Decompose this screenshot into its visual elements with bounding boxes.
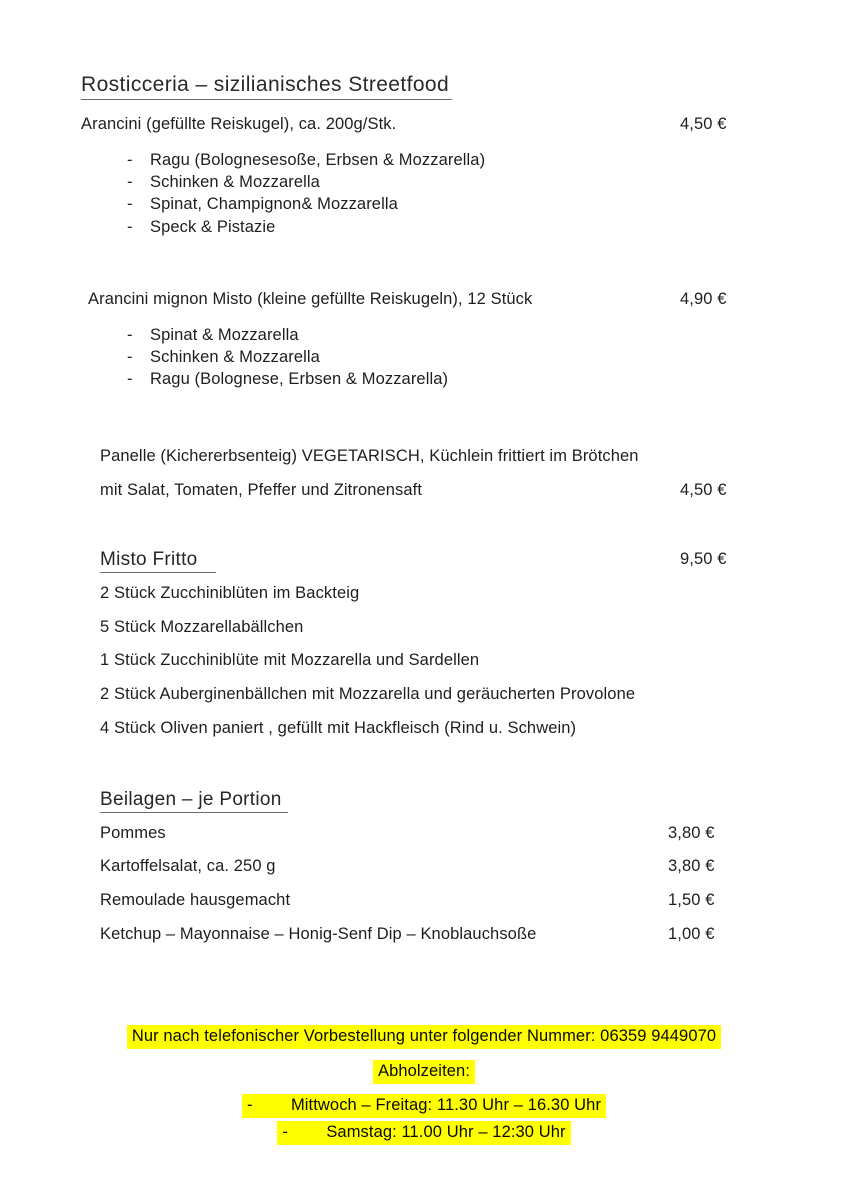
variant-label: Ragu (Bolognese, Erbsen & Mozzarella) <box>150 370 449 389</box>
dash-bullet: - <box>127 195 133 214</box>
dash-bullet: - <box>127 151 133 169</box>
component-list <box>100 584 848 738</box>
variant-item <box>127 193 848 215</box>
item-name: Arancini mignon Misto (kleine gefüllte Reiskugeln), 12 Stück <box>88 289 533 308</box>
pickup-heading-line <box>0 1060 848 1084</box>
item-price: 1,50 € <box>668 890 715 909</box>
pickup-time-line <box>0 1094 848 1118</box>
section-beilagen <box>100 790 848 944</box>
variant-label: Schinken & Mozzarella <box>150 348 320 367</box>
pickup-time <box>277 1121 570 1145</box>
dash-bullet: - <box>282 1122 288 1141</box>
variant-label: Spinat, Champignon& Mozzarella <box>150 195 398 214</box>
component-item: 2 Stück Zucchiniblüten im Backteig <box>100 584 360 603</box>
variant-label: Ragu (Bolognesesoße, Erbsen & Mozzarella) <box>150 151 486 169</box>
footer-notice <box>0 1025 848 1145</box>
variant-item <box>127 324 848 346</box>
pickup-time-text: Samstag: 11.00 Uhr – 12:30 Uhr <box>326 1122 566 1141</box>
component-item: 5 Stück Mozzarellabällchen <box>100 617 304 636</box>
component-item: 2 Stück Auberginenbällchen mit Mozzarella und geräucherten Provolone <box>100 685 636 704</box>
menu-item-row <box>88 290 848 309</box>
section-heading <box>100 550 848 569</box>
item-name: Kartoffelsalat, ca. 250 g <box>100 857 276 876</box>
item-price: 3,80 € <box>668 857 715 876</box>
variant-label: Speck & Pistazie <box>150 217 276 236</box>
item-price: 9,50 € <box>680 550 727 569</box>
menu-item-row <box>100 824 848 843</box>
menu-item-row <box>100 925 848 944</box>
order-note: Nur nach telefonischer Vorbestellung unter folgender Nummer: 06359 9449070 <box>127 1025 721 1049</box>
item-name: Pommes <box>100 823 166 842</box>
variant-item <box>127 171 848 193</box>
section-misto-fritto <box>100 550 848 737</box>
dash-bullet: - <box>246 1095 253 1114</box>
item-name: Remoulade hausgemacht <box>100 890 291 909</box>
section-heading-text: Beilagen – je Portion <box>100 789 288 813</box>
item-price: 3,80 € <box>668 823 715 842</box>
menu-item-row <box>100 857 848 876</box>
pickup-time-line <box>0 1121 848 1145</box>
item-price: 4,50 € <box>680 481 727 500</box>
item-price: 4,50 € <box>680 115 727 133</box>
component-item: 1 Stück Zucchiniblüte mit Mozzarella und Sardellen <box>100 651 480 670</box>
variant-item <box>127 368 848 390</box>
dash-bullet: - <box>127 325 133 344</box>
menu-item-row <box>81 115 848 134</box>
dash-bullet: - <box>127 348 133 367</box>
section-heading <box>100 790 848 809</box>
variant-item <box>127 346 848 368</box>
page-title-text: Rosticceria – sizilianisches Streetfood <box>81 73 452 100</box>
item-name-line2: mit Salat, Tomaten, Pfeffer und Zitronensaft <box>100 481 423 500</box>
menu-item-row <box>100 481 848 500</box>
dash-bullet: - <box>127 217 133 236</box>
variant-item <box>127 216 848 238</box>
component-item: 4 Stück Oliven paniert , gefüllt mit Hackfleisch (Rind u. Schwein) <box>100 718 577 737</box>
pickup-heading: Abholzeiten: <box>373 1060 475 1084</box>
dash-bullet: - <box>127 173 133 192</box>
order-note-line <box>0 1025 848 1049</box>
item-name: Ketchup – Mayonnaise – Honig-Senf Dip – Knoblauchsoße <box>100 924 537 943</box>
pickup-time <box>242 1094 606 1118</box>
variant-list <box>127 149 848 238</box>
item-price: 4,90 € <box>680 289 727 308</box>
section-arancini-mignon <box>88 290 848 391</box>
pickup-time-text: Mittwoch – Freitag: 11.30 Uhr – 16.30 Uhr <box>290 1095 602 1114</box>
item-name: Arancini (gefüllte Reiskugel), ca. 200g/Stk. <box>81 115 397 133</box>
menu-item-row <box>100 891 848 910</box>
variant-list <box>127 324 848 391</box>
item-name-line1: Panelle (Kichererbsenteig) VEGETARISCH, Küchlein frittiert im Brötchen <box>100 447 639 466</box>
variant-label: Spinat & Mozzarella <box>150 325 299 344</box>
variant-label: Schinken & Mozzarella <box>150 173 320 192</box>
dash-bullet: - <box>127 370 133 389</box>
page-title <box>81 75 848 94</box>
section-arancini <box>81 115 848 238</box>
variant-item <box>127 149 848 171</box>
section-heading-text: Misto Fritto <box>100 549 216 573</box>
section-heading-row <box>100 550 848 569</box>
item-price: 1,00 € <box>668 924 715 943</box>
menu-item-row <box>100 447 848 466</box>
section-panelle <box>100 447 848 500</box>
